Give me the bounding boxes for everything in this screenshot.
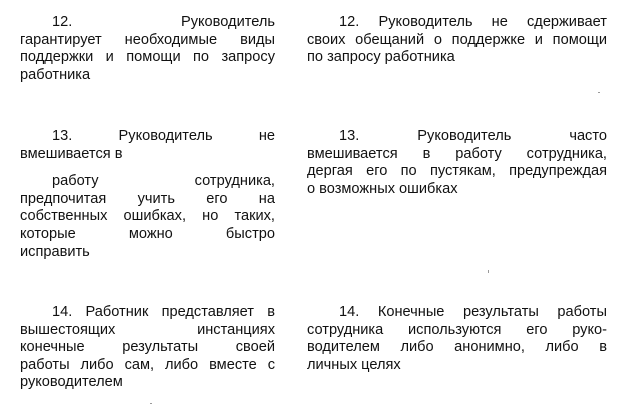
line: вмешивается в <box>20 145 123 162</box>
line: руководителем <box>20 374 123 391</box>
line: предпочитая учить его на <box>20 190 275 207</box>
line: дергая его по пустякам, предупреждая <box>307 163 607 180</box>
line: поддержки и помощи по запросу <box>20 49 275 66</box>
line: работу сотрудника, <box>52 173 275 190</box>
statement-14-left <box>20 304 275 392</box>
statement-13-right <box>307 128 607 198</box>
line: своих обещаний о поддержке и помощи <box>307 31 607 48</box>
line: 12. Руководитель <box>52 14 275 30</box>
line: 13. Руководитель часто <box>339 128 607 144</box>
statement-12-right <box>307 14 607 67</box>
line: водителем либо анонимно, либо в <box>307 339 607 356</box>
line: 14. Конечные результаты работы <box>339 304 607 320</box>
line: работы либо сам, либо вместе с <box>20 356 275 373</box>
scan-speck <box>598 92 600 93</box>
statement-14-right <box>307 304 607 374</box>
line: 12. Руководитель не сдерживает <box>339 14 607 30</box>
line: личных целях <box>307 356 401 373</box>
line: которые можно быстро <box>20 225 275 242</box>
scan-speck <box>488 270 489 273</box>
line: конечные результаты своей <box>20 339 275 356</box>
line: работника <box>20 66 91 83</box>
line: по запросу работника <box>307 49 455 66</box>
line: вмешивается в работу сотрудника, <box>307 145 607 162</box>
statement-13-left <box>20 128 275 261</box>
statement-12-left <box>20 14 275 84</box>
paragraph-gap <box>20 163 275 173</box>
line: исправить <box>20 243 90 260</box>
line: собственных ошибках, но таких, <box>20 208 275 225</box>
scan-speck <box>150 403 152 404</box>
line: о возможных ошибках <box>307 180 458 197</box>
line: гарантирует необходимые виды <box>20 31 275 48</box>
line: 13. Руководитель не <box>52 128 275 144</box>
line: 14. Работник представляет в <box>52 304 275 320</box>
line: вышестоящих инстанциях <box>20 321 275 338</box>
line: сотрудника используются его руко- <box>307 321 607 338</box>
